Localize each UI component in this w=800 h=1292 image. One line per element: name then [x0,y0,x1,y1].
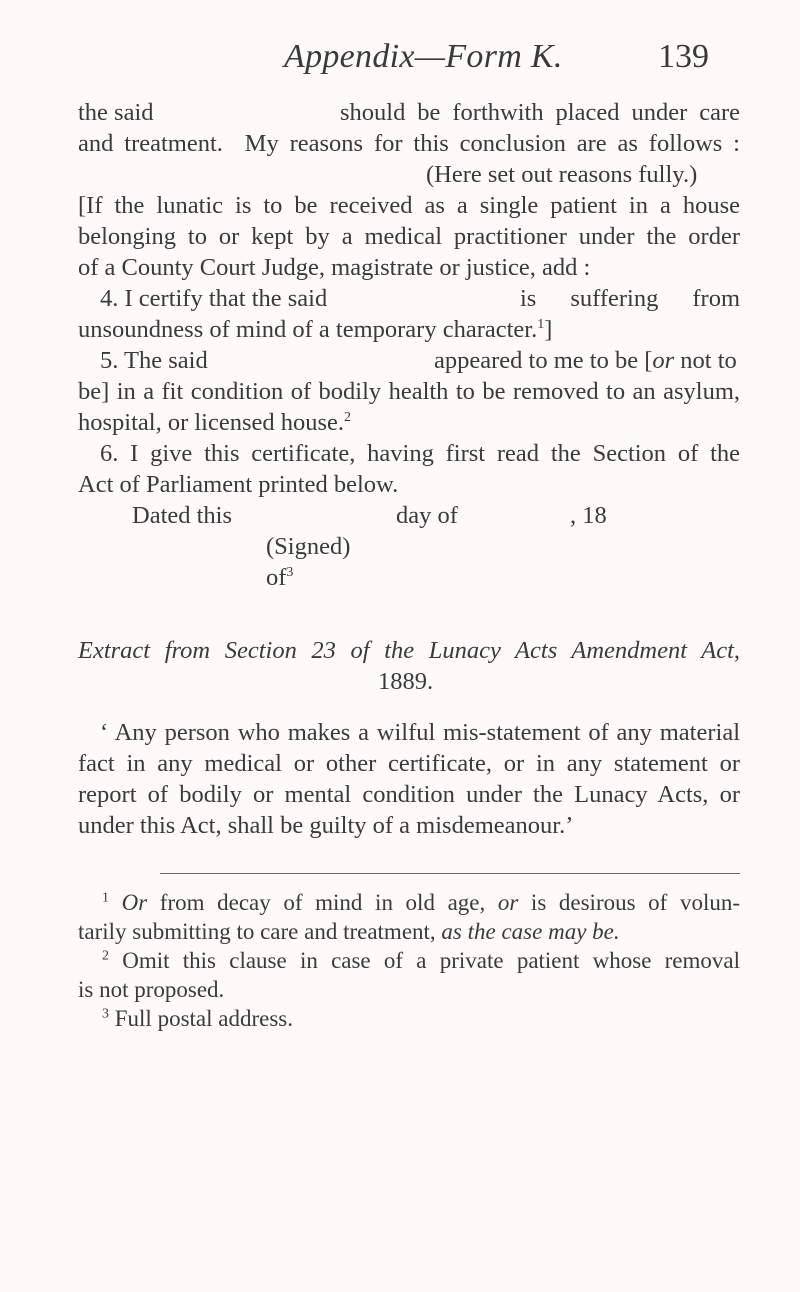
body-line [78,253,590,283]
quote-line [78,780,740,810]
body-line [78,98,154,128]
extract-heading [78,636,740,666]
footnote-mark: 3 [102,1006,109,1022]
text-fragment: 4. I certify that the said [100,285,328,312]
text-fragment: (Signed) [266,533,351,560]
text-fragment: Extract from Section 23 of the Lunacy Acts Amendment Act, [78,637,740,664]
text-fragment: of a County Court Judge, magistrate or justice, add : [78,254,591,281]
text-fragment: and treatment. My reasons for this conclusion are as follows : [78,130,740,157]
body-line [426,160,697,190]
body-line [520,284,740,314]
text-fragment: not to [674,347,737,374]
text-fragment: day of [396,502,458,529]
footnote-1-cont [78,917,620,947]
body-line [100,284,327,314]
text-fragment: ] [544,316,553,343]
extract-year [378,667,433,697]
text-fragment: report of bodily or mental condition under the Lunacy Acts, or [78,781,740,808]
page-number: 139 [658,38,709,75]
footnote-mark: 2 [102,948,109,964]
page-header [0,38,800,82]
body-line [100,346,208,376]
text-fragment: from decay of mind in old age, [147,890,498,915]
running-title: Appendix—Form K. [284,38,563,75]
body-line [100,439,740,469]
text-fragment: 5. The said [100,347,208,374]
quote-line [78,811,573,841]
text-fragment: of [266,564,287,591]
text-fragment: is desirous of volun- [518,890,740,915]
quote-line [78,749,740,779]
footnote-ref: 2 [344,409,352,425]
of-line [266,563,293,593]
text-fragment: belonging to or kept by a medical practitioner under the order [78,223,740,250]
footnote-mark: 1 [102,890,109,906]
text-fragment: as the case may be. [441,919,620,944]
footnote-1 [102,888,740,918]
text-fragment: Omit this clause in case of a private patient whose removal [122,948,741,973]
dated-line [396,501,458,531]
text-fragment: appeared to me to be [ [434,347,653,374]
footnote-ref: 1 [537,316,545,332]
body-line [434,346,737,376]
text-fragment: 6. I give this certificate, having first read the Section of the [100,440,740,467]
text-fragment: [If the lunatic is to be received as a single patient in a house [78,192,740,219]
text-fragment: 1889. [378,668,434,695]
text-fragment: tarily submitting to care and treatment, [78,919,442,944]
text-fragment: ‘ Any person who makes a wilful mis-statement of any material [100,719,740,746]
quote-line [100,718,740,748]
text-fragment: Or [121,890,148,915]
footnote-2-cont [78,975,224,1005]
footnote-2 [102,946,740,976]
footnote-ref: 3 [286,564,294,580]
text-fragment: Full postal address. [114,1006,293,1031]
body-line [78,129,740,159]
body-line [78,191,740,221]
footnote-rule [160,873,740,874]
body-line [78,315,552,345]
text-fragment: , 18 [570,502,607,529]
body-line [340,98,740,128]
text-fragment: the said [78,99,154,126]
signed-line [266,532,350,562]
text-fragment: is not proposed. [78,977,225,1002]
dated-line [570,501,607,531]
text-fragment: is suffering from [520,285,740,312]
text-fragment: or [652,347,675,374]
text-fragment: be] in a fit condition of bodily health to be removed to an asylum, [78,378,740,405]
text-fragment: hospital, or licensed house. [78,409,345,436]
body-line [78,408,351,438]
text-fragment: unsoundness of mind of a temporary character. [78,316,538,343]
body-line [78,377,740,407]
footnote-3 [102,1004,293,1034]
body-line [78,470,398,500]
text-fragment: Dated this [132,502,233,529]
text-fragment: under this Act, shall be guilty of a misdemeanour.’ [78,812,574,839]
text-fragment: should be forthwith placed under care [340,99,740,126]
text-fragment: or [497,890,519,915]
text-fragment: Act of Parliament printed below. [78,471,399,498]
text-fragment: fact in any medical or other certificate, or in any statement or [78,750,740,777]
text-fragment: (Here set out reasons fully.) [426,161,698,188]
dated-line [132,501,232,531]
body-line [78,222,740,252]
